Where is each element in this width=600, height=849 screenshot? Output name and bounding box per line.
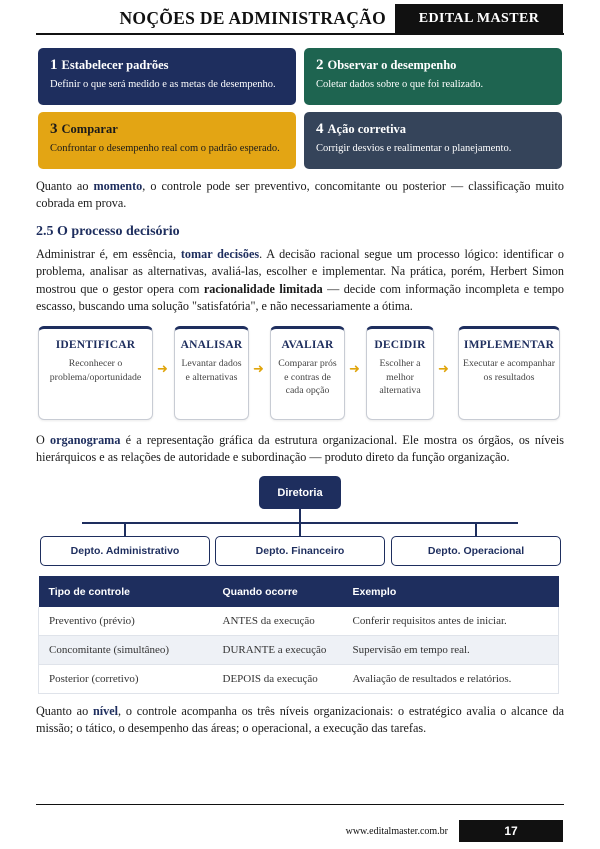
table-cell: Concomitante (simultâneo) <box>39 636 213 665</box>
header-title: NOÇÕES DE ADMINISTRAÇÃO <box>119 8 386 28</box>
org-connector <box>124 523 126 537</box>
highlight-term: momento <box>93 179 143 193</box>
step-title: IMPLEMENTAR <box>463 339 555 351</box>
org-node-dept: Depto. Administrativo <box>40 536 210 566</box>
card-title: Observar o desempenho <box>327 58 457 72</box>
table-cell: Posterior (corretivo) <box>39 665 213 694</box>
control-card-2 <box>304 48 562 105</box>
card-desc: Corrigir desvios e realimentar o planejamento. <box>316 143 512 154</box>
table-cell: DEPOIS da execução <box>213 665 343 694</box>
arrow-right-icon: ➜ <box>157 362 168 377</box>
step-avaliar <box>270 326 345 420</box>
card-number: 3 <box>50 121 58 137</box>
org-connector <box>299 523 301 537</box>
bold-term: racionalidade limitada <box>203 281 323 296</box>
column-header: Exemplo <box>343 576 559 607</box>
step-title: AVALIAR <box>281 339 334 351</box>
step-desc: Reconhecer o problema/oportunidade <box>49 358 142 383</box>
paragraph-nivel: Quanto ao nível, o controle acompanha os três níveis organizacionais: o estratégico avalia o alcance da missão; o tático, o desempenho das áreas; o operacional, a execução das tarefas. <box>36 704 564 736</box>
arrow-right-icon: ➜ <box>349 362 360 377</box>
table-cell: ANTES da execução <box>213 607 343 636</box>
control-card-1 <box>38 48 296 105</box>
table-header-row <box>39 576 559 607</box>
arrow-right-icon: ➜ <box>438 362 449 377</box>
card-title: Estabelecer padrões <box>61 58 169 72</box>
step-title: IDENTIFICAR <box>55 339 136 351</box>
table-cell: Preventivo (prévio) <box>39 607 213 636</box>
column-header: Tipo de controle <box>39 576 213 607</box>
page-number: 17 <box>459 820 563 842</box>
control-types-table <box>38 576 559 694</box>
card-number: 2 <box>316 57 324 73</box>
section-title: 2.5 O processo decisório <box>36 224 180 239</box>
step-desc: Executar e acompanhar os resultados <box>463 358 555 383</box>
table-cell: Avaliação de resultados e relatórios. <box>343 665 559 694</box>
footer-url: www.editalmaster.com.br <box>345 826 448 837</box>
control-card-4 <box>304 112 562 169</box>
step-desc: Comparar prós e contras de cada opção <box>278 358 337 396</box>
header-rule <box>36 33 564 35</box>
card-title: Ação corretiva <box>327 122 407 136</box>
table-row <box>39 607 559 636</box>
card-desc: Coletar dados sobre o que foi realizado. <box>316 79 484 90</box>
paragraph-decisao: Administrar é, em essência, tomar decisões. A decisão racional segue um processo lógico: identificar o problema, analisar as alternativas, avaliá-las, escolher e implementar. Na prática, porém, Herbert Simon mostrou que o gestor opera com racionalidade limitada — decide com informação incompleta e tempo escasso, buscando uma solução "satisfatória", e não necessariamente a ótima. <box>36 247 564 313</box>
footer-rule <box>36 804 564 805</box>
table-cell: Conferir requisitos antes de iniciar. <box>343 607 559 636</box>
highlight-term: nível <box>92 704 119 718</box>
card-number: 4 <box>316 121 324 137</box>
step-analisar <box>174 326 249 420</box>
header-brand: EDITAL MASTER <box>395 4 563 34</box>
table-row <box>39 636 559 665</box>
step-title: DECIDIR <box>374 339 426 351</box>
paragraph-organograma: O organograma é a representação gráfica da estrutura organizacional. Ele mostra os órgãos, os níveis hierárquicos e as relações de autoridade e subordinação — produto direto da função organização. <box>36 433 564 465</box>
control-card-3 <box>38 112 296 169</box>
card-desc: Definir o que será medido e as metas de desempenho. <box>50 79 276 90</box>
step-desc: Levantar dados e alternativas <box>181 358 242 383</box>
org-connector <box>475 523 477 537</box>
step-implementar <box>458 326 560 420</box>
org-connector <box>299 509 301 523</box>
card-desc: Confrontar o desempenho real com o padrão esperado. <box>50 143 280 154</box>
org-node-dept: Depto. Operacional <box>391 536 561 566</box>
card-title: Comparar <box>61 122 118 136</box>
highlight-term: tomar decisões <box>180 247 260 261</box>
table-row <box>39 665 559 694</box>
card-number: 1 <box>50 57 58 73</box>
arrow-right-icon: ➜ <box>253 362 264 377</box>
highlight-term: organograma <box>50 433 121 447</box>
table-cell: DURANTE a execução <box>213 636 343 665</box>
org-node-dept: Depto. Financeiro <box>215 536 385 566</box>
paragraph-momento: Quanto ao momento, o controle pode ser preventivo, concomitante ou posterior — classificação muito cobrada em prova. <box>36 179 564 211</box>
page-header <box>0 0 600 36</box>
step-identificar <box>38 326 153 420</box>
step-title: ANALISAR <box>180 339 243 351</box>
org-node-diretoria: Diretoria <box>259 476 341 509</box>
step-desc: Escolher a melhor alternativa <box>379 358 421 396</box>
column-header: Quando ocorre <box>213 576 343 607</box>
table-cell: Supervisão em tempo real. <box>343 636 559 665</box>
step-decidir <box>366 326 434 420</box>
